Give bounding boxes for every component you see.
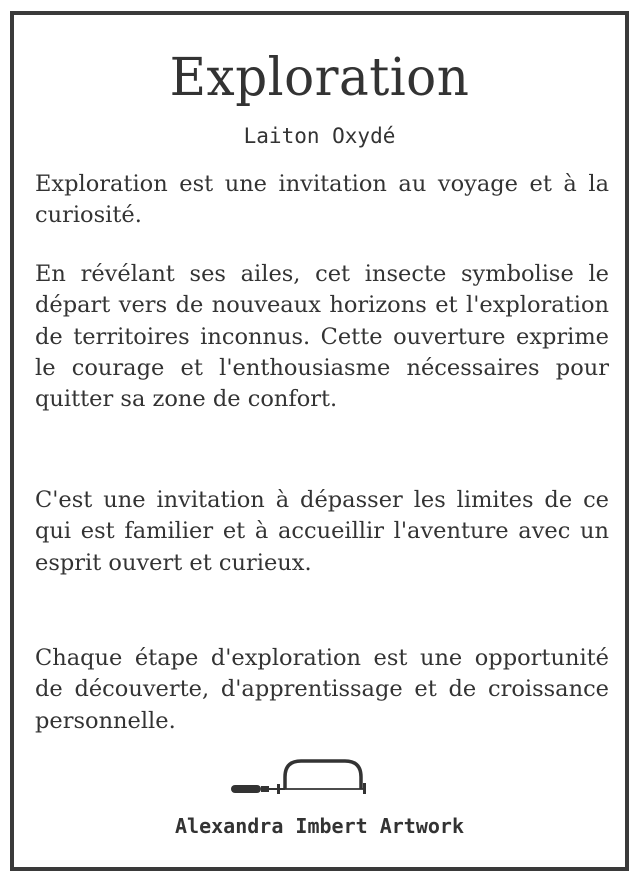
paragraph-limits: C'est une invitation à dépasser les limites de ce qui est familier et à accueillir l'aventure avec un esprit ouvert et curieux.	[35, 487, 609, 576]
description-card	[10, 11, 629, 871]
paragraph-intro: Exploration est une invitation au voyage et à la curiosité.	[35, 171, 609, 229]
paragraph-growth: Chaque étape d'exploration est une opportunité de découverte, d'apprentissage et de croissance personnelle.	[35, 645, 609, 734]
card-title: Exploration	[169, 48, 470, 108]
card-subtitle: Laiton Oxydé	[243, 124, 396, 148]
jewelers-saw-icon	[229, 755, 369, 800]
brand-name: Alexandra Imbert Artwork	[175, 814, 464, 838]
paragraph-wings: En révélant ses ailes, cet insecte symbolise le départ vers de nouveaux horizons et l'exploration de territoires inconnus. Cette ouverture exprime le courage et l'enthousiasme nécessaires pour quitter sa zone de confort.	[35, 261, 609, 413]
